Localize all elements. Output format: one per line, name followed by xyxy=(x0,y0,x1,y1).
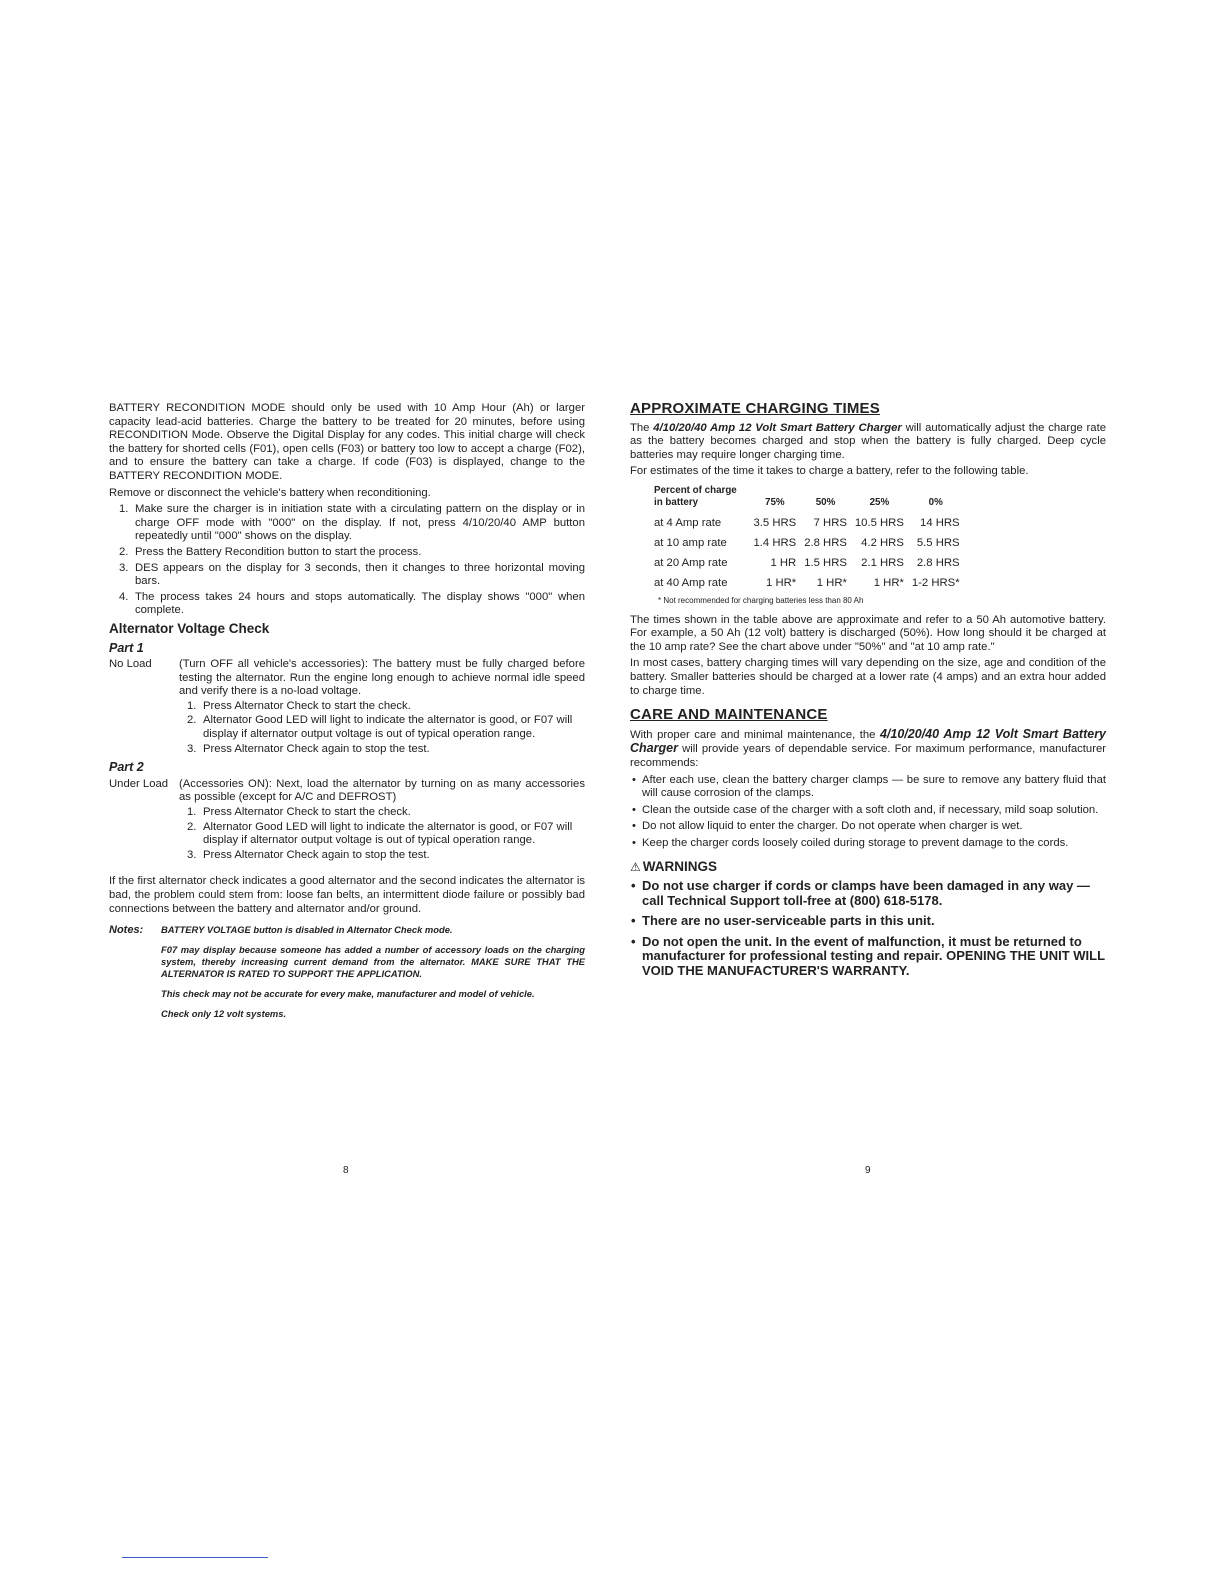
list-item: • Clean the outside case of the charger with a soft cloth and, if necessary, mild soap solution. xyxy=(630,804,1106,818)
recondition-remove-note: Remove or disconnect the vehicle's battery when reconditioning. xyxy=(109,486,431,499)
footer-rule xyxy=(122,1557,268,1558)
recondition-intro: BATTERY RECONDITION MODE should only be used with 10 Amp Hour (Ah) or larger capacity lead-acid batteries. Charge the battery to be treated for 20 minutes, before using RECONDITION Mode. Observe the Digital Display for any codes. This initial charge will check the battery for shorted cells (F01), open cells (F03) or battery too low to accept a charge (F02), and to ensure the battery can take a charge. If code (F03) is displayed, change to the BATTERY RECONDITION MODE. xyxy=(109,402,585,482)
charging-intro: The 4/10/20/40 Amp 12 Volt Smart Battery Charger will automatically adjust the charge rate as the battery becomes charged and stop when the battery is fully charged. Deep cycle batteries may require longer charging time. xyxy=(630,421,1107,461)
page-number-left: 8 xyxy=(343,1165,349,1176)
note-item: This check may not be accurate for every make, manufacturer and model of vehicle. xyxy=(161,988,535,1000)
alternator-conclusion: If the first alternator check indicates a good alternator and the second indicates the alternator is bad, the problem could stem from: loose fan belts, an intermittent diode failure or possibly bad connections between the battery and alternator and/or ground. xyxy=(109,875,585,915)
list-item: • Do not use charger if cords or clamps have been damaged in any way — call Technical Support toll-free at (800) 618-5178. xyxy=(630,879,1106,908)
care-intro: With proper care and minimal maintenance, the 4/10/20/40 Amp 12 Volt Smart Battery Charger will provide years of dependable service. For maximum performance, manufacturer recommends: xyxy=(630,726,1107,769)
note-item: BATTERY VOLTAGE button is disabled in Alternator Check mode. xyxy=(161,924,453,936)
product-name: 4/10/20/40 Amp 12 Volt Smart Battery Charger xyxy=(653,421,902,434)
list-item: 3. Press Alternator Check again to stop the test. xyxy=(187,848,430,861)
part1-text: (Turn OFF all vehicle's accessories): The battery must be fully charged before testing the alternator. Run the engine long enough to achieve normal idle speed and verify there is a no-load voltage. xyxy=(179,658,585,698)
note-item: Check only 12 volt systems. xyxy=(161,1008,287,1020)
product-name: 4/10/20/40 Amp 12 Volt Smart Battery Charger xyxy=(630,726,1107,756)
list-item: • There are no user-serviceable parts in this unit. xyxy=(630,914,1106,929)
list-item: 4. The process takes 24 hours and stops automatically. The display shows "000" when complete. xyxy=(119,590,585,617)
list-item: 1. Press Alternator Check to start the check. xyxy=(187,699,411,712)
left-page-column xyxy=(109,402,585,1028)
charging-table-intro: For estimates of the time it takes to charge a battery, refer to the following table. xyxy=(630,465,1029,478)
right-page-column xyxy=(630,402,1106,985)
part2-steps xyxy=(179,806,585,862)
part1-block xyxy=(109,658,585,757)
charging-times-table xyxy=(650,485,964,594)
list-item: • After each use, clean the battery charger clamps — be sure to remove any battery fluid that will cause corrosion of the clamps. xyxy=(630,774,1106,801)
list-item: • Do not allow liquid to enter the charger. Do not operate when charger is wet. xyxy=(630,820,1106,834)
care-heading: CARE AND MAINTENANCE xyxy=(630,706,828,724)
list-item: 1. Press Alternator Check to start the check. xyxy=(187,806,411,819)
part2-label: Under Load xyxy=(109,777,169,790)
warnings-heading: ⚠ WARNINGS xyxy=(630,859,718,875)
table-header-percent: Percent of charge in battery xyxy=(654,484,737,508)
notes-block xyxy=(109,924,585,1028)
table-row: at 40 Amp rate 1 HR* 1 HR* 1 HR* 1-2 HRS* xyxy=(654,577,960,590)
table-header-cell: 75% xyxy=(765,496,785,508)
list-item: 2. Alternator Good LED will light to indicate the alternator is good, or F07 will display if alternator output voltage is out of typical operation range. xyxy=(187,820,573,847)
recondition-steps xyxy=(109,503,585,618)
table-footnote: * Not recommended for charging batteries less than 80 Ah xyxy=(658,595,864,605)
part2-block xyxy=(109,778,585,864)
notes-label: Notes: xyxy=(109,924,144,937)
list-item: 2. Alternator Good LED will light to indicate the alternator is good, or F07 will display if alternator output voltage is out of typical operation range. xyxy=(187,714,573,741)
care-list xyxy=(630,774,1106,851)
list-item: 3. DES appears on the display for 3 seconds, then it changes to three horizontal moving bars. xyxy=(119,561,585,588)
part1-label: No Load xyxy=(109,658,152,671)
part2-heading: Part 2 xyxy=(109,760,144,775)
table-header-cell: 50% xyxy=(815,496,836,508)
charging-example: The times shown in the table above are approximate and refer to a 50 Ah automotive battery. For example, a 50 Ah (12 volt) battery is discharged (50%). How long should it be charged at the 10 amp rate? See the chart above under "50%" and "at 10 amp rate." xyxy=(630,613,1106,653)
table-header-cell: 0% xyxy=(928,496,943,508)
charging-times-heading: APPROXIMATE CHARGING TIMES xyxy=(630,400,880,417)
list-item: • Do not open the unit. In the event of malfunction, it must be returned to manufacturer for professional testing and repair. OPENING THE UNIT WILL VOID THE MANUFACTURER'S WARRANTY. xyxy=(630,935,1106,979)
list-item: 3. Press Alternator Check again to stop the test. xyxy=(187,742,430,755)
table-row: at 4 Amp rate 3.5 HRS 7 HRS 10.5 HRS 14 HRS xyxy=(654,517,960,530)
list-item: • Keep the charger cords loosely coiled during storage to prevent damage to the cords. xyxy=(630,837,1106,851)
warnings-list xyxy=(630,879,1106,979)
alternator-heading: Alternator Voltage Check xyxy=(109,620,270,636)
charging-variance: In most cases, battery charging times will vary depending on the size, age and condition of the battery. Smaller batteries should be charged at a lower rate (4 amps) and an extra hour added to charge time. xyxy=(630,657,1106,697)
table-header-cell: 25% xyxy=(869,496,890,508)
table-row: at 20 Amp rate 1 HR 1.5 HRS 2.1 HRS 2.8 HRS xyxy=(654,557,960,570)
part1-steps xyxy=(179,700,585,756)
warning-icon: ⚠ xyxy=(630,860,641,875)
page-number-right: 9 xyxy=(865,1165,871,1176)
table-header-row xyxy=(650,485,964,514)
part2-text: (Accessories ON): Next, load the alternator by turning on as many accessories as possible (except for A/C and DEFROST) xyxy=(179,777,585,804)
table-row: at 10 amp rate 1.4 HRS 2.8 HRS 4.2 HRS 5.5 HRS xyxy=(654,537,960,550)
note-item: F07 may display because someone has added a number of accessory loads on the charging system, thereby increasing current demand from the alternator. MAKE SURE THAT THE ALTERNATOR IS RATED TO SUPPORT THE APPLICATION. xyxy=(161,944,585,980)
part1-heading: Part 1 xyxy=(109,640,144,655)
list-item: 1. Make sure the charger is in initiation state with a circulating pattern on the display or in charge OFF mode with "000" on the display. If not, press 4/10/20/40 AMP button repeatedly until "000" shows on the display. xyxy=(119,503,585,543)
list-item: 2. Press the Battery Recondition button to start the process. xyxy=(119,545,422,558)
